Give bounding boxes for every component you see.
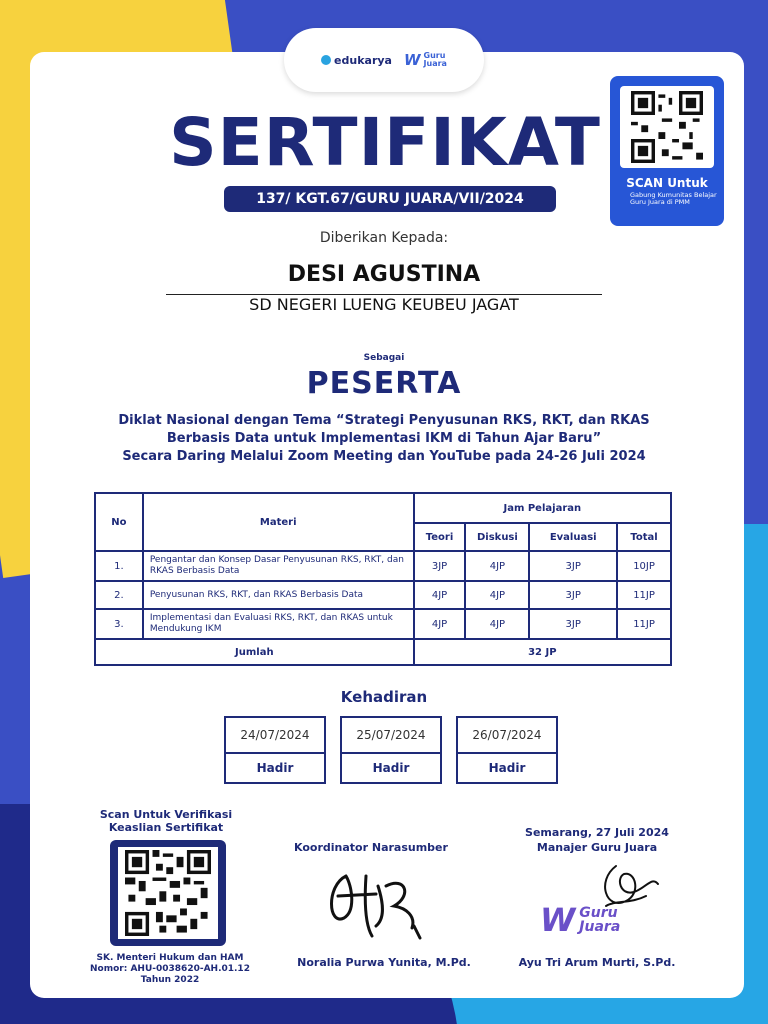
- table-row: [95, 551, 671, 581]
- as-label: Sebagai: [363, 353, 405, 363]
- guru-juara-line1: Guru: [423, 51, 446, 60]
- coordinator-title: Koordinator Narasumber: [294, 841, 448, 854]
- guru-juara-logo-text: [424, 52, 447, 68]
- row-evaluasi: 3JP: [529, 581, 617, 609]
- header-total: Total: [617, 523, 671, 551]
- table-total-row: [95, 639, 671, 665]
- manager-title: Manajer Guru Juara: [536, 841, 658, 854]
- attendance-status: Hadir: [488, 761, 526, 775]
- stamp-line-1: Guru: [579, 905, 618, 921]
- legal-line-1: SK. Menteri Hukum dan HAM: [96, 953, 244, 963]
- verification-title-line-1: Scan Untuk Verifikasi: [99, 808, 233, 821]
- header-diskusi: Diskusi: [465, 523, 529, 551]
- header-teori: Teori: [414, 523, 466, 551]
- description-line-2: Berbasis Data untuk Implementasi IKM di Tahun Ajar Baru”: [166, 431, 602, 446]
- header-jam-pelajaran: Jam Pelajaran: [414, 493, 671, 523]
- jumlah-value: 32 JP: [414, 639, 671, 665]
- guru-juara-logo: [404, 51, 447, 69]
- pmm-qr-code: [620, 86, 714, 168]
- attendance-title: Kehadiran: [340, 688, 428, 706]
- row-materi: Pengantar dan Konsep Dasar Penyusunan RKS, RKT, dan RKAS Berbasis Data: [143, 551, 414, 581]
- role-title: PESERTA: [306, 366, 462, 401]
- certificate-title: SERTIFIKAT: [169, 104, 601, 181]
- verification-qr-code[interactable]: [110, 840, 226, 946]
- verification-qr-inner: [118, 847, 218, 939]
- attendance-date: 25/07/2024: [342, 718, 440, 754]
- verification-title-line-2: Keaslian Sertifikat: [108, 821, 224, 834]
- recipient-name: DESI AGUSTINA: [287, 262, 481, 287]
- row-no: 2.: [95, 581, 143, 609]
- event-description: [60, 412, 708, 466]
- row-teori: 4JP: [414, 609, 466, 639]
- header-logos: [284, 28, 484, 92]
- pmm-scan-box: [610, 76, 724, 226]
- attendance-day-3: [456, 716, 558, 784]
- row-teori: 3JP: [414, 551, 466, 581]
- row-evaluasi: 3JP: [529, 551, 617, 581]
- scan-box-subtitle: Gabung Kumunitas Belajar Guru Juara di PMM: [630, 191, 717, 206]
- table-row: [95, 581, 671, 609]
- lesson-hours-table: [94, 492, 672, 666]
- attendance-status: Hadir: [256, 761, 294, 775]
- guru-juara-line2: Juara: [423, 59, 447, 68]
- legal-registration: [70, 953, 270, 986]
- legal-line-2: Nomor: AHU-0038620-AH.01.12: [90, 964, 250, 974]
- description-line-3: Secara Daring Melalui Zoom Meeting dan YouTube pada 24-26 Juli 2024: [122, 449, 646, 464]
- row-no: 1.: [95, 551, 143, 581]
- qr-code-icon: [122, 850, 214, 936]
- edukarya-dot-icon: [321, 55, 331, 65]
- header-evaluasi: Evaluasi: [529, 523, 617, 551]
- edukarya-logo: [321, 54, 392, 67]
- stamp-line-2: Juara: [579, 919, 621, 935]
- header-materi: Materi: [143, 493, 414, 551]
- row-materi: Implementasi dan Evaluasi RKS, RKT, dan RKAS untuk Mendukung IKM: [143, 609, 414, 639]
- row-no: 3.: [95, 609, 143, 639]
- attendance-date: 26/07/2024: [458, 718, 556, 754]
- row-materi: Penyusunan RKS, RKT, dan RKAS Berbasis Data: [143, 581, 414, 609]
- guru-juara-stamp-mark-icon: W: [540, 901, 576, 939]
- verification-title: [86, 808, 246, 834]
- row-total: 11JP: [617, 581, 671, 609]
- row-total: 10JP: [617, 551, 671, 581]
- attendance-status: Hadir: [372, 761, 410, 775]
- row-total: 11JP: [617, 609, 671, 639]
- row-teori: 4JP: [414, 581, 466, 609]
- coordinator-name: Noralia Purwa Yunita, M.Pd.: [297, 956, 471, 969]
- row-diskusi: 4JP: [465, 609, 529, 639]
- certificate-number: 137/ KGT.67/GURU JUARA/VII/2024: [224, 186, 556, 212]
- given-to-label: Diberikan Kepada:: [319, 230, 449, 246]
- signing-place-date: Semarang, 27 Juli 2024: [525, 826, 669, 839]
- attendance-day-2: [340, 716, 442, 784]
- attendance-date: 24/07/2024: [226, 718, 324, 754]
- description-line-1: Diklat Nasional dengan Tema “Strategi Penyusunan RKS, RKT, dan RKAS: [118, 413, 650, 428]
- manager-name: Ayu Tri Arum Murti, S.Pd.: [518, 956, 676, 969]
- qr-code-icon: [629, 91, 705, 163]
- recipient-school: SD NEGERI LUENG KEUBEU JAGAT: [249, 295, 519, 314]
- attendance-day-1: [224, 716, 326, 784]
- legal-line-3: Tahun 2022: [140, 975, 200, 985]
- jumlah-label: Jumlah: [95, 639, 414, 665]
- row-diskusi: 4JP: [465, 551, 529, 581]
- coordinator-signature: [316, 856, 436, 946]
- header-no: No: [95, 493, 143, 551]
- row-evaluasi: 3JP: [529, 609, 617, 639]
- manager-signature: [586, 856, 666, 926]
- edukarya-logo-text: edukarya: [334, 53, 392, 67]
- table-row: [95, 609, 671, 639]
- guru-juara-mark-icon: W: [403, 51, 421, 69]
- row-diskusi: 4JP: [465, 581, 529, 609]
- scan-box-title: SCAN Untuk: [626, 176, 708, 190]
